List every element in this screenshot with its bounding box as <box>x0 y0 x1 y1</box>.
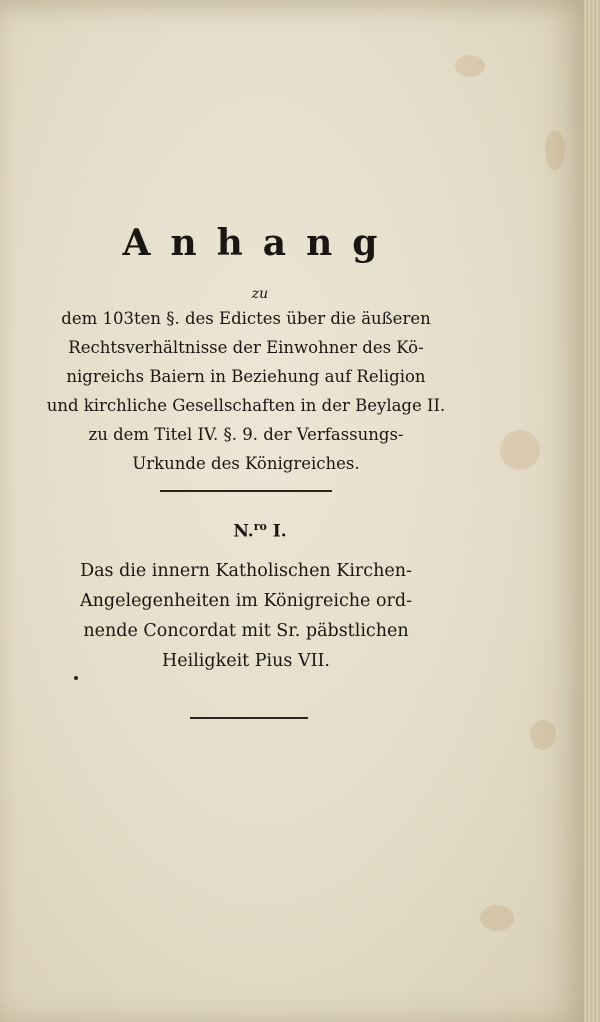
ink-speck <box>74 676 78 680</box>
subtitle-line: Angelegenheiten im Königreiche ord- <box>80 591 412 611</box>
text-line: dem 103ten §. des Edictes über die äußeren <box>61 309 431 328</box>
paper-stain <box>480 905 514 931</box>
paper-stain <box>545 130 565 170</box>
concordat-title <box>46 556 446 676</box>
subtitle-line: Heiligkeit Pius VII. <box>162 651 330 671</box>
page-edge <box>584 0 600 1022</box>
paper-stain <box>455 55 485 77</box>
text-line: und kirchliche Gesellschaften in der Beylage II. <box>46 396 446 415</box>
text-line: Rechtsverhältnisse der Einwohner des Kö- <box>68 338 424 357</box>
divider-rule <box>190 717 308 719</box>
number-value: I. <box>272 521 287 542</box>
paper-stain <box>500 430 540 470</box>
page-title: Anhang <box>122 222 398 264</box>
section-number <box>40 520 480 542</box>
paper-stain <box>530 720 556 750</box>
connector-word: zu <box>251 286 269 302</box>
number-prefix: N. <box>233 521 254 542</box>
divider-rule <box>160 490 332 492</box>
text-line: nigreichs Baiern in Beziehung auf Religion <box>66 367 426 386</box>
subtitle-line: Das die innern Katholischen Kirchen- <box>80 561 412 581</box>
text-line: zu dem Titel IV. §. 9. der Verfassungs- <box>88 425 404 444</box>
subtitle-line: nende Concordat mit Sr. päbstlichen <box>83 621 409 641</box>
number-superscript: ro <box>253 520 267 533</box>
edict-reference-text <box>46 304 446 478</box>
text-line: Urkunde des Königreiches. <box>132 454 360 473</box>
